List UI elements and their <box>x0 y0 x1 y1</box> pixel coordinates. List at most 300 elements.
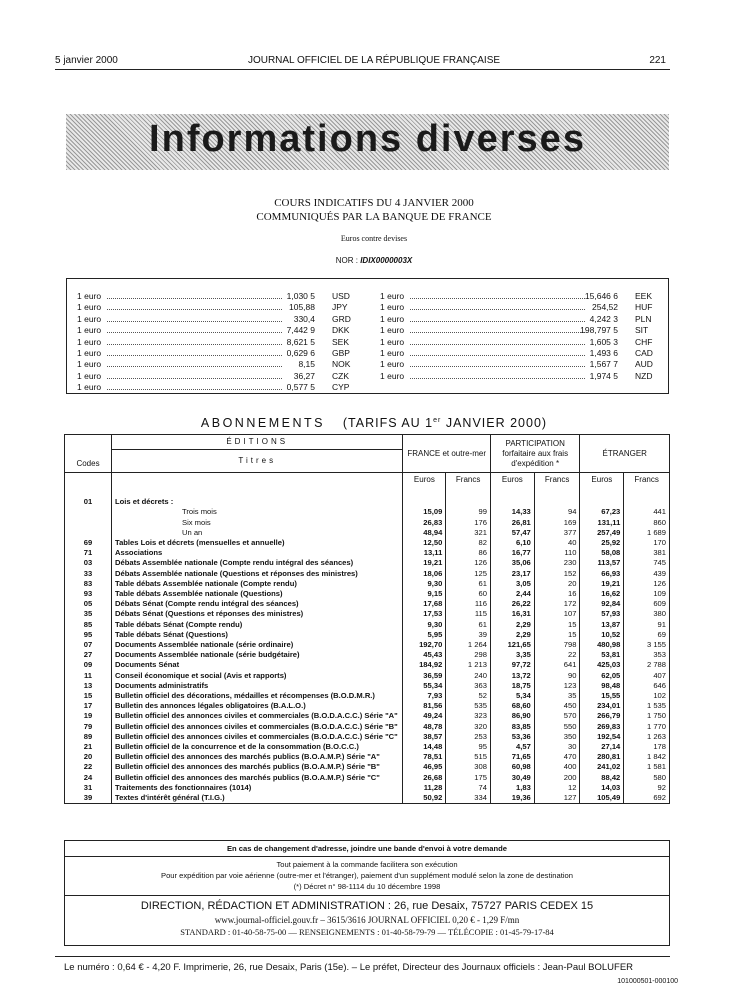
row-value: 88,42 <box>580 773 624 783</box>
row-value: 13,11 <box>403 548 446 558</box>
row-code: 39 <box>65 793 112 804</box>
row-value: 5,95 <box>403 630 446 640</box>
row-value: 27,14 <box>580 742 624 752</box>
row-value: 745 <box>624 558 670 568</box>
row-value: 61 <box>446 620 491 630</box>
rate-row <box>380 291 670 302</box>
row-title: Associations <box>112 548 403 558</box>
row-value: 323 <box>446 711 491 721</box>
row-value: 26,68 <box>403 773 446 783</box>
col-france-header: FRANCE et outre-mer <box>403 435 490 473</box>
row-value: 62,05 <box>580 671 624 681</box>
row-code: 79 <box>65 722 112 732</box>
row-value: 53,81 <box>580 650 624 660</box>
row-value <box>534 497 580 507</box>
rate-unit: 1 euro <box>380 291 405 301</box>
row-value: 175 <box>446 773 491 783</box>
row-title: Documents administratifs <box>112 681 403 691</box>
row-value: 16,62 <box>580 589 624 599</box>
row-value: 1 770 <box>624 722 670 732</box>
row-title: Débats Sénat (Compte rendu intégral des séances) <box>112 599 403 609</box>
row-value: 2,44 <box>490 589 534 599</box>
row-value: 353 <box>624 650 670 660</box>
row-value: 570 <box>534 711 580 721</box>
row-value: 363 <box>446 681 491 691</box>
table-row <box>65 507 670 517</box>
abonnements-title-main: ABONNEMENTS <box>200 416 325 430</box>
row-value: 152 <box>534 569 580 579</box>
row-value: 49,24 <box>403 711 446 721</box>
rate-row <box>380 371 670 382</box>
row-value: 115 <box>446 609 491 619</box>
row-value: 82 <box>446 538 491 548</box>
row-value: 68,60 <box>490 701 534 711</box>
rate-currency: GRD <box>332 313 351 324</box>
row-value: 3,05 <box>490 579 534 589</box>
row-code: 22 <box>65 762 112 772</box>
row-value: 102 <box>624 691 670 701</box>
dot-leader <box>410 332 585 333</box>
row-value: 16,31 <box>490 609 534 619</box>
table-row <box>65 742 670 752</box>
row-value: 39 <box>446 630 491 640</box>
direction-line-2: www.journal-officiel.gouv.fr – 3615/3616 JOURNAL OFFICIEL 0,20 € - 1,29 F/mn <box>214 915 520 925</box>
rate-unit: 1 euro <box>380 313 405 324</box>
rate-unit: 1 euro <box>380 325 405 336</box>
row-value: 25,92 <box>580 538 624 548</box>
table-row <box>65 538 670 548</box>
row-title: Conseil économique et social (Avis et rapports) <box>112 671 403 681</box>
rate-unit: 1 euro <box>77 336 102 347</box>
col-editions-header: ÉDITIONS <box>112 435 403 450</box>
cours-line-2: COMMUNIQUÉS PAR LA BANQUE DE FRANCE <box>256 211 492 223</box>
row-value: 19,36 <box>490 793 534 804</box>
dot-leader <box>107 355 282 356</box>
row-value: 15,09 <box>403 507 446 517</box>
row-title: Table débats Assemblée nationale (Questions) <box>112 589 403 599</box>
row-value: 60 <box>446 589 491 599</box>
row-value: 16 <box>534 589 580 599</box>
row-value: 550 <box>534 722 580 732</box>
rate-currency: SIT <box>635 325 649 336</box>
row-code: 71 <box>65 548 112 558</box>
row-value: 94 <box>534 507 580 517</box>
row-value: 1 535 <box>624 701 670 711</box>
row-value: 67,23 <box>580 507 624 517</box>
row-code: 17 <box>65 701 112 711</box>
row-value: 439 <box>624 569 670 579</box>
direction-box <box>64 896 670 946</box>
dot-leader <box>410 366 585 367</box>
row-value: 308 <box>446 762 491 772</box>
row-value: 66,93 <box>580 569 624 579</box>
rate-currency: USD <box>332 291 350 301</box>
row-value: 172 <box>534 599 580 609</box>
dot-leader <box>107 298 282 299</box>
row-value <box>580 497 624 507</box>
rate-currency: CZK <box>332 370 349 381</box>
rate-unit: 1 euro <box>380 302 405 313</box>
row-value: 86 <box>446 548 491 558</box>
row-value: 7,93 <box>403 691 446 701</box>
row-value: 52 <box>446 691 491 701</box>
row-value: 81,56 <box>403 701 446 711</box>
row-value: 425,03 <box>580 660 624 670</box>
row-value: 798 <box>534 640 580 650</box>
row-value: 11,28 <box>403 783 446 793</box>
rate-value: 1,974 5 <box>589 370 618 381</box>
table-row <box>65 711 670 721</box>
table-row <box>65 732 670 742</box>
nor-line <box>0 256 748 265</box>
rate-currency: AUD <box>635 359 653 370</box>
abonnements-title-sup: er <box>433 416 442 424</box>
row-value: 92,84 <box>580 599 624 609</box>
row-value: 105,49 <box>580 793 624 804</box>
row-value <box>446 497 491 507</box>
row-value: 253 <box>446 732 491 742</box>
table-row <box>65 762 670 772</box>
rate-value: 198,797 5 <box>580 325 618 336</box>
row-value: 125 <box>446 569 491 579</box>
row-value: 91 <box>624 620 670 630</box>
row-code: 31 <box>65 783 112 793</box>
abonnements-table <box>64 434 670 804</box>
table-row <box>65 650 670 660</box>
rate-value: 330,4 <box>293 313 315 324</box>
row-value: 2,29 <box>490 630 534 640</box>
footer-number: 101000501-000100 <box>617 978 678 985</box>
rate-value: 105,88 <box>289 302 315 313</box>
row-value: 192,54 <box>580 732 624 742</box>
rate-currency: SEK <box>332 336 350 347</box>
table-row <box>65 579 670 589</box>
table-row <box>65 599 670 609</box>
rate-row <box>380 348 670 359</box>
row-title: Documents Assemblée nationale (série ordinaire) <box>112 640 403 650</box>
row-value: 580 <box>624 773 670 783</box>
unit-header-row <box>65 473 670 488</box>
row-value: 78,51 <box>403 752 446 762</box>
row-value: 17,68 <box>403 599 446 609</box>
footer-text: Le numéro : 0,64 € - 4,20 F. Imprimerie, 26, rue Desaix, Paris (15e). – Le préfet, Directeur des Journaux officiels : Jean-Paul BOLUFER <box>64 962 634 973</box>
dot-leader <box>410 321 585 322</box>
row-code: 05 <box>65 599 112 609</box>
row-value: 35,06 <box>490 558 534 568</box>
rate-row <box>380 325 670 336</box>
table-row <box>65 752 670 762</box>
decree-note: (*) Décret n° 98-1114 du 10 décembre 1998 <box>293 882 441 891</box>
row-value: 123 <box>534 681 580 691</box>
row-value: 10,52 <box>580 630 624 640</box>
rate-currency: PLN <box>635 313 652 324</box>
rate-unit: 1 euro <box>77 325 102 336</box>
row-title: Bulletin officiel des annonces civiles et commerciales (B.O.D.A.C.C.) Série "A" <box>112 711 403 721</box>
abonnements-title-suffix: JANVIER 2000) <box>441 416 548 430</box>
row-value: 170 <box>624 538 670 548</box>
row-value: 14,03 <box>580 783 624 793</box>
direction-line-1: DIRECTION, RÉDACTION ET ADMINISTRATION : 26, rue Desaix, 75727 PARIS CEDEX 15 <box>140 900 594 912</box>
rate-row <box>380 359 670 370</box>
row-value: 350 <box>534 732 580 742</box>
payment-notes <box>64 856 670 896</box>
row-value: 241,02 <box>580 762 624 772</box>
row-code: 83 <box>65 579 112 589</box>
row-title: Débats Sénat (Questions et réponses des ministres) <box>112 609 403 619</box>
col-etranger-header: ÉTRANGER <box>580 435 670 473</box>
row-value: 381 <box>624 548 670 558</box>
rate-value: 1,030 5 <box>286 291 315 301</box>
row-value: 17,53 <box>403 609 446 619</box>
journal-title: JOURNAL OFFICIEL DE LA RÉPUBLIQUE FRANÇAISE <box>247 55 501 66</box>
row-value: 2,29 <box>490 620 534 630</box>
row-value: 22 <box>534 650 580 660</box>
table-row <box>65 497 670 507</box>
unit-francs: Francs <box>624 473 670 488</box>
row-title: Trois mois <box>112 507 403 517</box>
row-value: 9,30 <box>403 620 446 630</box>
row-value: 113,57 <box>580 558 624 568</box>
dot-leader <box>107 321 282 322</box>
rate-value: 8,15 <box>298 359 315 370</box>
dot-leader <box>107 366 282 367</box>
row-value: 280,81 <box>580 752 624 762</box>
row-value: 9,15 <box>403 589 446 599</box>
row-title: Tables Lois et décrets (mensuelles et annuelle) <box>112 538 403 548</box>
row-value: 126 <box>624 579 670 589</box>
row-value: 26,81 <box>490 518 534 528</box>
row-value: 441 <box>624 507 670 517</box>
row-value: 36,59 <box>403 671 446 681</box>
page-number: 221 <box>649 55 666 66</box>
row-title: Textes d'intérêt général (T.I.G.) <box>112 793 403 804</box>
rate-value: 4,242 3 <box>589 313 618 324</box>
rate-currency: CHF <box>635 336 653 347</box>
row-value: 641 <box>534 660 580 670</box>
row-value: 234,01 <box>580 701 624 711</box>
row-title: Six mois <box>112 518 403 528</box>
dot-leader <box>410 344 585 345</box>
row-value: 40 <box>534 538 580 548</box>
row-value: 450 <box>534 701 580 711</box>
row-value: 116 <box>446 599 491 609</box>
row-title: Débats Assemblée nationale (Compte rendu intégral des séances) <box>112 558 403 568</box>
row-value: 109 <box>624 589 670 599</box>
unit-francs: Francs <box>446 473 491 488</box>
rate-currency: HUF <box>635 302 653 313</box>
row-value <box>490 497 534 507</box>
row-value: 200 <box>534 773 580 783</box>
row-title: Table débats Sénat (Questions) <box>112 630 403 640</box>
row-value: 12,50 <box>403 538 446 548</box>
row-code: 07 <box>65 640 112 650</box>
row-value: 609 <box>624 599 670 609</box>
row-value: 55,34 <box>403 681 446 691</box>
row-value: 121,65 <box>490 640 534 650</box>
table-row <box>65 660 670 670</box>
rate-value: 8,621 5 <box>286 336 315 347</box>
rate-row <box>77 371 367 382</box>
row-value: 266,79 <box>580 711 624 721</box>
row-value: 46,95 <box>403 762 446 772</box>
col-codes-header: Codes <box>65 435 112 473</box>
row-value: 74 <box>446 783 491 793</box>
dot-leader <box>107 378 282 379</box>
row-value: 107 <box>534 609 580 619</box>
row-value: 1 581 <box>624 762 670 772</box>
row-value: 535 <box>446 701 491 711</box>
row-code <box>65 518 112 528</box>
row-value: 192,70 <box>403 640 446 650</box>
spacer-row <box>65 487 670 497</box>
row-title: Bulletin des annonces légales obligatoires (B.A.L.O.) <box>112 701 403 711</box>
col-titres-header: Titres <box>112 450 403 473</box>
rate-value: 1,493 6 <box>589 347 618 358</box>
row-value: 26,22 <box>490 599 534 609</box>
row-code <box>65 507 112 517</box>
dot-leader <box>107 389 282 390</box>
row-value: 15 <box>534 620 580 630</box>
row-value: 400 <box>534 762 580 772</box>
table-row <box>65 640 670 650</box>
banner-title: Informations diverses <box>149 118 586 160</box>
row-value: 1 263 <box>624 732 670 742</box>
rate-row <box>77 359 367 370</box>
row-value: 257,49 <box>580 528 624 538</box>
row-value: 1 689 <box>624 528 670 538</box>
row-value: 15,55 <box>580 691 624 701</box>
row-value: 407 <box>624 671 670 681</box>
unit-francs: Francs <box>534 473 580 488</box>
row-code: 09 <box>65 660 112 670</box>
row-value: 53,36 <box>490 732 534 742</box>
rate-value: 7,442 9 <box>286 325 315 336</box>
row-value: 23,17 <box>490 569 534 579</box>
row-code: 33 <box>65 569 112 579</box>
table-row <box>65 620 670 630</box>
row-code: 24 <box>65 773 112 783</box>
table-row <box>65 671 670 681</box>
table-row <box>65 609 670 619</box>
row-code: 01 <box>65 497 112 507</box>
row-value: 176 <box>446 518 491 528</box>
row-value: 35 <box>534 691 580 701</box>
rate-row <box>77 337 367 348</box>
row-value: 334 <box>446 793 491 804</box>
rate-row <box>380 302 670 313</box>
dot-leader <box>107 344 282 345</box>
row-value: 2 788 <box>624 660 670 670</box>
row-value: 50,92 <box>403 793 446 804</box>
row-title: Traitements des fonctionnaires (1014) <box>112 783 403 793</box>
row-value: 69 <box>624 630 670 640</box>
row-value: 18,75 <box>490 681 534 691</box>
row-value: 48,78 <box>403 722 446 732</box>
payment-note-1: Tout paiement à la commande facilitera son exécution <box>276 860 458 869</box>
row-value: 240 <box>446 671 491 681</box>
footer-rule <box>55 956 670 957</box>
rates-right-column <box>380 291 670 382</box>
rate-unit: 1 euro <box>380 359 405 370</box>
row-value: 9,30 <box>403 579 446 589</box>
row-value: 19,21 <box>403 558 446 568</box>
row-value: 18,06 <box>403 569 446 579</box>
dot-leader <box>410 378 585 379</box>
row-value: 4,57 <box>490 742 534 752</box>
row-code: 95 <box>65 630 112 640</box>
row-code: 03 <box>65 558 112 568</box>
row-value: 860 <box>624 518 670 528</box>
table-row <box>65 518 670 528</box>
row-value: 13,72 <box>490 671 534 681</box>
table-row <box>65 548 670 558</box>
table-row <box>65 569 670 579</box>
rate-unit: 1 euro <box>77 382 102 393</box>
header-rule <box>55 69 670 70</box>
row-title: Table débats Sénat (Compte rendu) <box>112 620 403 630</box>
row-value: 30 <box>534 742 580 752</box>
table-row <box>65 589 670 599</box>
row-code <box>65 528 112 538</box>
row-title: Bulletin officiel des annonces des marchés publics (B.O.A.M.P.) Série "B" <box>112 762 403 772</box>
nor-label: NOR : <box>335 256 358 265</box>
row-value: 320 <box>446 722 491 732</box>
row-title: Bulletin officiel des annonces des marchés publics (B.O.A.M.P.) Série "C" <box>112 773 403 783</box>
row-value: 110 <box>534 548 580 558</box>
rate-value: 254,52 <box>592 302 618 313</box>
rate-unit: 1 euro <box>77 291 102 301</box>
rate-unit: 1 euro <box>77 302 102 313</box>
table-row <box>65 722 670 732</box>
rate-unit: 1 euro <box>77 359 102 370</box>
row-value: 19,21 <box>580 579 624 589</box>
rate-currency: EEK <box>635 291 653 301</box>
row-value: 6,10 <box>490 538 534 548</box>
row-value: 380 <box>624 609 670 619</box>
row-value: 321 <box>446 528 491 538</box>
row-code: 19 <box>65 711 112 721</box>
rate-row <box>77 302 367 313</box>
row-value: 83,85 <box>490 722 534 732</box>
exchange-rates-box <box>66 278 669 394</box>
rate-value: 36,27 <box>293 370 315 381</box>
row-value: 90 <box>534 671 580 681</box>
row-value: 95 <box>446 742 491 752</box>
row-value: 269,83 <box>580 722 624 732</box>
rate-value: 0,577 5 <box>286 382 315 393</box>
change-address-note: En cas de changement d'adresse, joindre une bande d'envoi à votre demande <box>64 840 670 857</box>
row-code: 35 <box>65 609 112 619</box>
row-title: Bulletin officiel des annonces civiles et commerciales (B.O.D.A.C.C.) Série "B" <box>112 722 403 732</box>
cours-subtitle: Euros contre devises <box>340 234 408 243</box>
row-value: 1 842 <box>624 752 670 762</box>
rate-unit: 1 euro <box>380 370 405 381</box>
row-value <box>624 497 670 507</box>
row-value: 5,34 <box>490 691 534 701</box>
row-title: Lois et décrets : <box>112 497 403 507</box>
row-value: 16,77 <box>490 548 534 558</box>
abonnements-title <box>0 416 748 430</box>
row-value: 13,87 <box>580 620 624 630</box>
table-row <box>65 793 670 804</box>
table-row <box>65 528 670 538</box>
row-value: 298 <box>446 650 491 660</box>
rate-currency: DKK <box>332 325 350 336</box>
row-value: 38,57 <box>403 732 446 742</box>
row-value: 377 <box>534 528 580 538</box>
row-value: 470 <box>534 752 580 762</box>
table-row <box>65 691 670 701</box>
